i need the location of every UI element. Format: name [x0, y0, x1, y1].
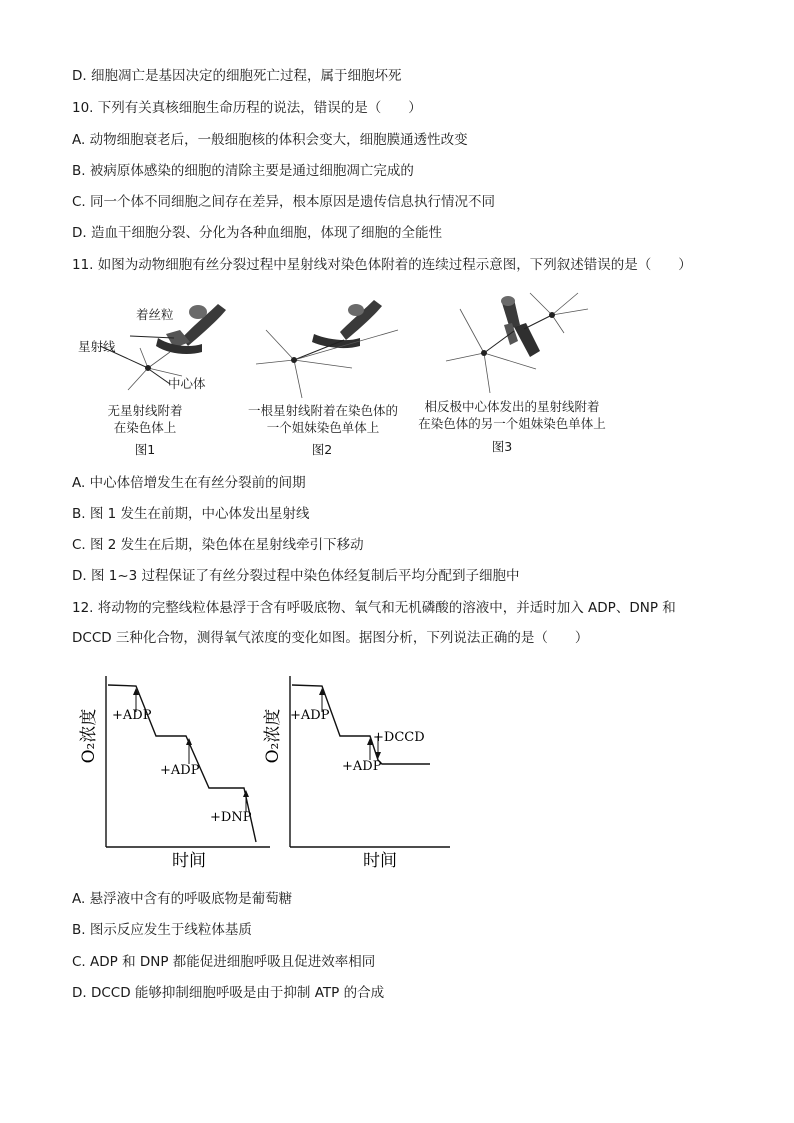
- centrosome-dot: [145, 365, 151, 371]
- fig2-desc-line1: 一根星射线附着在染色体的: [247, 403, 398, 418]
- q11-figure-2: [248, 290, 408, 400]
- fig1-label-aster: 星射线: [78, 339, 116, 354]
- chart2-annot-adp2: +ADP: [342, 759, 382, 774]
- q12-option-c: C. ADP 和 DNP 都能促进细胞呼吸且促进效率相同: [72, 954, 376, 970]
- fig2-title: 图2: [311, 442, 333, 457]
- q11-option-a: A. 中心体倍增发生在有丝分裂前的间期: [72, 475, 306, 491]
- q10-option-b: B. 被病原体感染的细胞的清除主要是通过细胞凋亡完成的: [72, 163, 414, 179]
- q11-stem: 11. 如图为动物细胞有丝分裂过程中星射线对染色体附着的连续过程示意图，下列叙述错误的是（ ）: [72, 257, 692, 273]
- q12-option-d: D. DCCD 能够抑制细胞呼吸是由于抑制 ATP 的合成: [72, 985, 385, 1001]
- q12-option-a: A. 悬浮液中含有的呼吸底物是葡萄糖: [72, 891, 293, 907]
- fig1-desc-line1: 无星射线附着: [107, 403, 183, 418]
- fig3-desc-line1: 相反极中心体发出的星射线附着: [424, 399, 600, 414]
- q12-option-b: B. 图示反应发生于线粒体基质: [72, 922, 252, 938]
- chart2-o2-curve: [292, 685, 430, 764]
- q10-option-d: D. 造血干细胞分裂、分化为各种血细胞，体现了细胞的全能性: [72, 225, 442, 241]
- chart1-ylabel: O₂浓度: [79, 708, 99, 764]
- fig3-desc-line2: 在染色体的另一个姐妹染色单体上: [418, 416, 606, 431]
- q12-chart-2: [258, 672, 458, 874]
- q10-option-c: C. 同一个体不同细胞之间存在差异，根本原因是遗传信息执行情况不同: [72, 194, 496, 210]
- fig1-desc-line2: 在染色体上: [113, 420, 177, 435]
- chart1-annot-dnp: +DNP: [210, 810, 252, 825]
- centrosome-dot: [481, 350, 487, 356]
- chart1-annot-adp2: +ADP: [160, 763, 200, 778]
- q12-stem-line2: DCCD 三种化合物，测得氧气浓度的变化如图。据图分析，下列说法正确的是（ ）: [72, 630, 589, 646]
- chart2-ylabel: O₂浓度: [263, 708, 283, 764]
- q11-option-c: C. 图 2 发生在后期，染色体在星射线牵引下移动: [72, 537, 364, 553]
- chromosome-shape: [312, 300, 382, 348]
- q10-option-a: A. 动物细胞衰老后，一般细胞核的体积会变大，细胞膜通透性改变: [72, 132, 468, 148]
- chart2-xlabel: 时间: [363, 851, 397, 871]
- fig1-title: 图1: [134, 442, 156, 457]
- fig2-desc-line2: 一个姐妹染色单体上: [266, 420, 380, 435]
- chromosome-shape: [501, 296, 540, 357]
- q11-figure-3: [440, 285, 600, 400]
- centrosome-dot: [291, 357, 297, 363]
- q11-option-d: D. 图 1~3 过程保证了有丝分裂过程中染色体经复制后平均分配到子细胞中: [72, 568, 520, 584]
- q12-chart-1: [74, 672, 274, 874]
- chart2-annot-dccd: +DCCD: [373, 730, 425, 745]
- chart2-annot-adp1: +ADP: [290, 708, 330, 723]
- fig1-label-centromere: 着丝粒: [136, 307, 174, 322]
- q9-option-d: D. 细胞凋亡是基因决定的细胞死亡过程，属于细胞坏死: [72, 68, 402, 84]
- q10-stem: 10. 下列有关真核细胞生命历程的说法，错误的是（ ）: [72, 100, 422, 116]
- fig3-title: 图3: [491, 439, 513, 454]
- q12-stem-line1: 12. 将动物的完整线粒体悬浮于含有呼吸底物、氧气和无机磷酸的溶液中，并适时加入 ADP、DNP 和: [72, 600, 676, 616]
- fig1-label-centrosome: 中心体: [168, 376, 206, 391]
- chart1-annot-adp1: +ADP: [112, 708, 152, 723]
- chart1-xlabel: 时间: [172, 851, 206, 871]
- centrosome-dot: [549, 312, 555, 318]
- q11-option-b: B. 图 1 发生在前期，中心体发出星射线: [72, 506, 310, 522]
